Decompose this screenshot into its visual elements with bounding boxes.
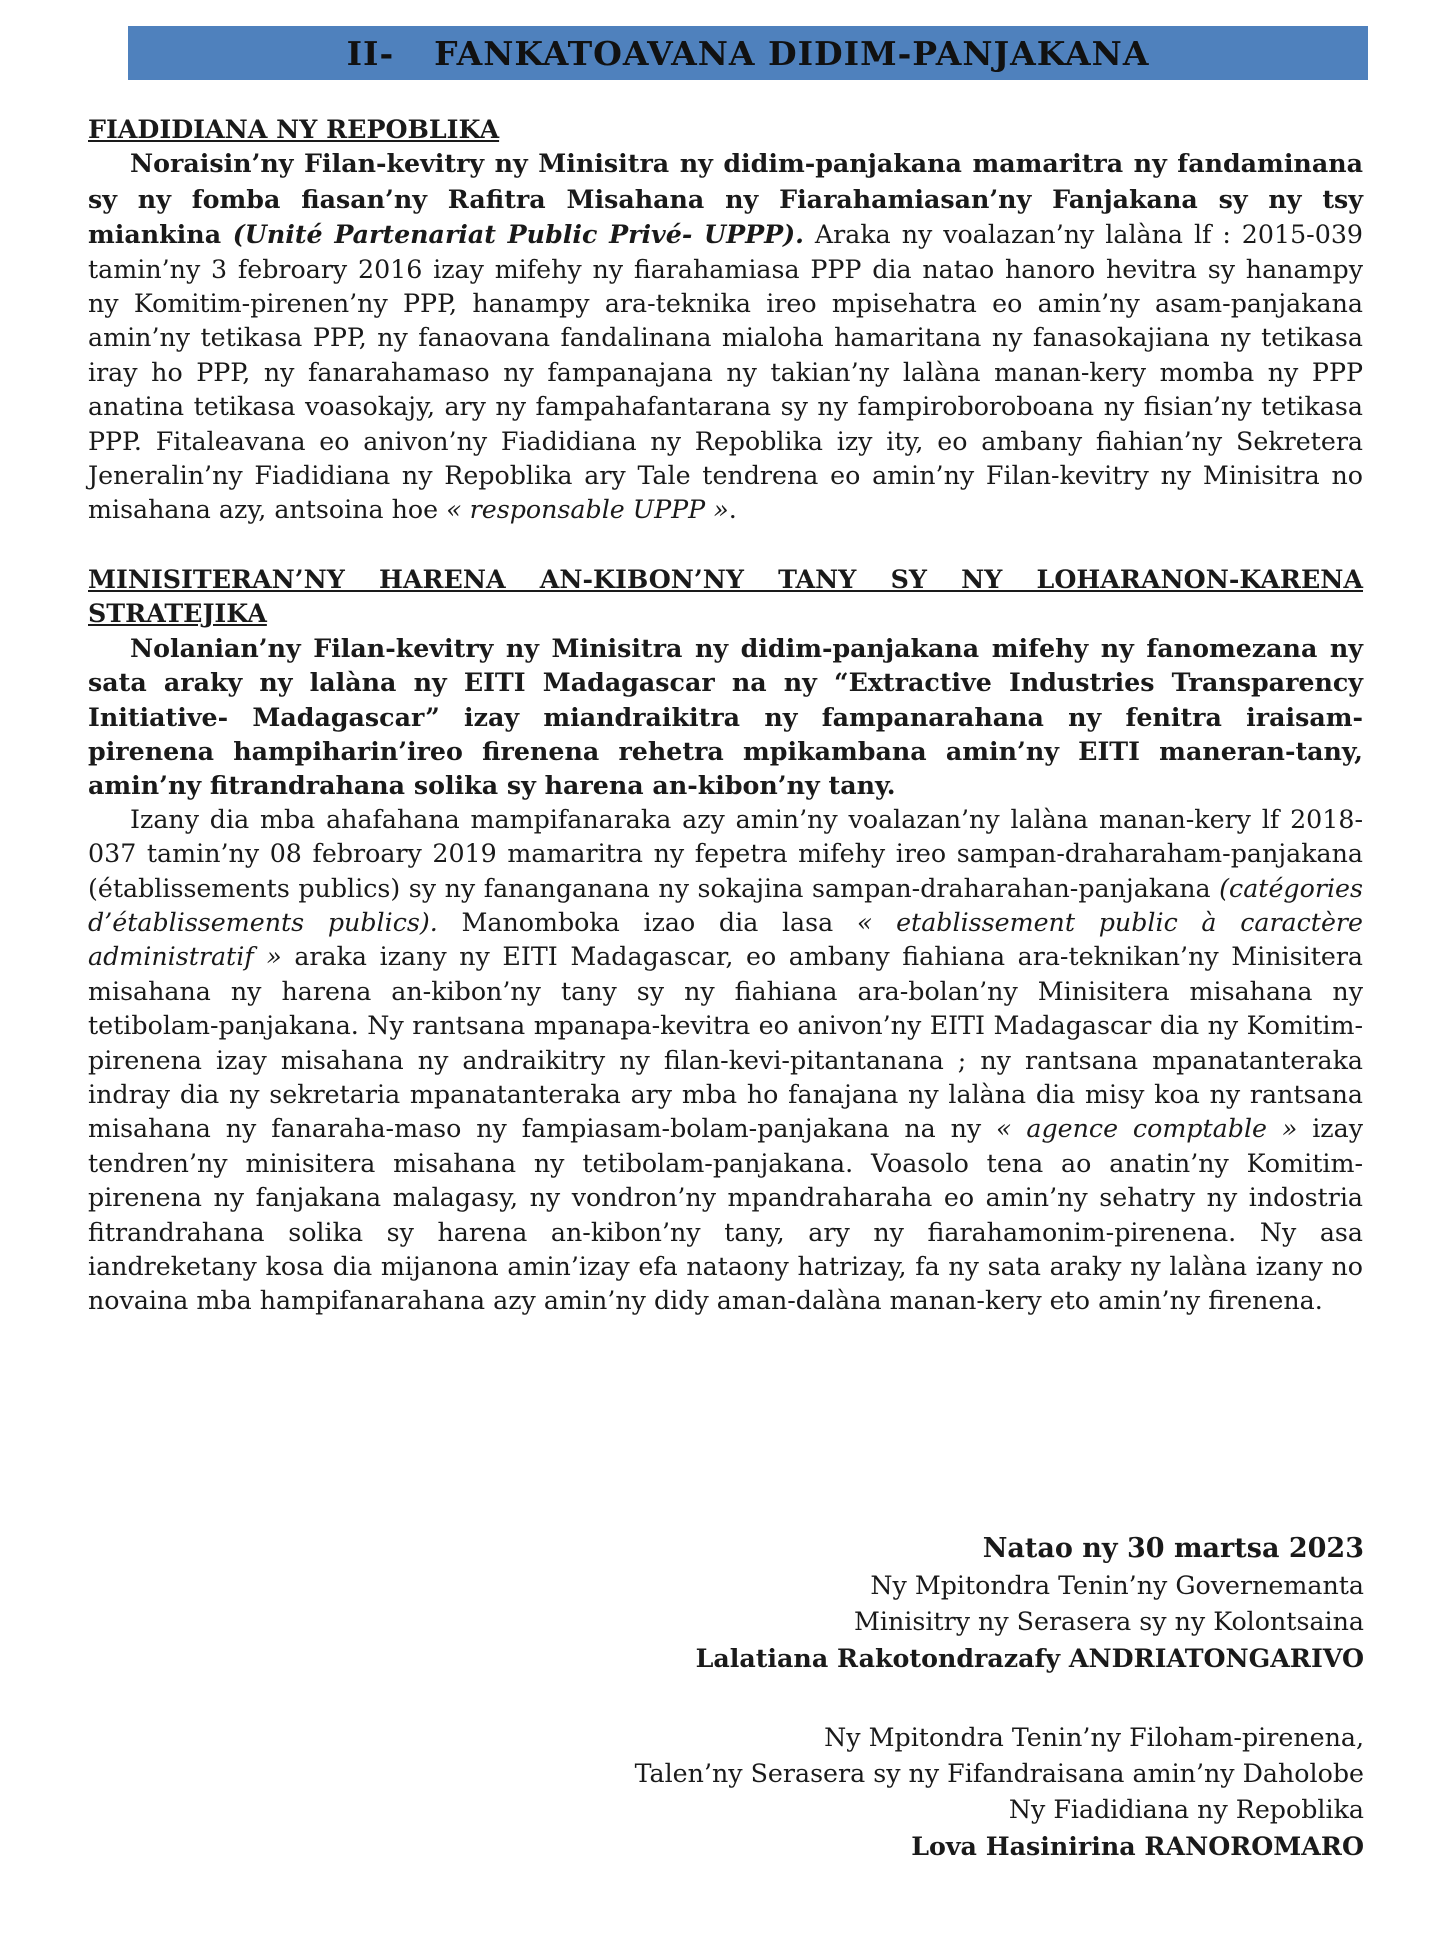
- signature2-line2: Talen’ny Serasera sy ny Fifandraisana amin’ny Daholobe: [634, 1759, 1364, 1788]
- section-banner: [128, 26, 1368, 80]
- signature2-line3: Ny Fiadidiana ny Repoblika: [1008, 1795, 1364, 1824]
- signature-block-1: [464, 1530, 1364, 1676]
- block1-end-text: .: [728, 495, 737, 525]
- block2-paragraph: [88, 803, 1363, 1319]
- block-spacer: [88, 528, 1363, 562]
- signature1-line1: Ny Mpitondra Tenin’ny Governemanta: [870, 1571, 1364, 1600]
- document-body: [88, 112, 1363, 1319]
- section-title: FANKATOAVANA DIDIM-PANJAKANA: [434, 33, 1150, 73]
- signature1-name: Lalatiana Rakotondrazafy ANDRIATONGARIVO: [695, 1643, 1364, 1673]
- signature-block-2: [464, 1720, 1364, 1864]
- block2-text-a: Izany dia mba ahafahana mampifanaraka azy amin’ny voalazan’ny lalàna manan-kery lf 2018-037 tamin’ny 08 febroary 2019 mamaritra ny fepetra mifehy ireo sampan-draharaham-panjakana (établissements publics) sy ny fananganana ny sokajina sampan-draharahan-panjakana: [88, 804, 1363, 903]
- signature2-line1: Ny Mpitondra Tenin’ny Filoham-pirenena,: [824, 1723, 1364, 1752]
- signature-date: Natao ny 30 martsa 2023: [982, 1533, 1364, 1564]
- block2-text-g: izay tendren’ny minisitera misahana ny tetibolam-panjakana. Voasolo tena ao anatin’ny Komitim-pirenena ny fanjakana malagasy, ny vondron’ny mpandraharaha eo amin’ny sehatry ny indostria fitrandrahana solika sy harena an-kibon’ny tany, ary ny fiarahamonim-pirenena. Ny asa iandreketany kosa dia mijanona amin’izay efa nataony hatrizay, fa ny sata araky ny lalàna izany no novaina mba hampifanarahana azy amin’ny didy aman-dalàna manan-kery eto amin’ny firenena.: [88, 1114, 1363, 1316]
- section-number: II-: [346, 33, 395, 73]
- block2-italic-d: « etablissement public à caractère administratif »: [88, 907, 1363, 972]
- block2-bold-paragraph: Nolanian’ny Filan-kevitry ny Minisitra ny didim-panjakana mifehy ny fanomezana ny sata araky ny lalàna ny EITI Madagascar na ny “Extractive Industries Transparency Initiative- Madagascar” izay miandraikitra ny fampanarahana ny fenitra iraisam-pirenena hampiharin’ireo firenena rehetra mpikambana amin’ny EITI maneran-tany, amin’ny fitrandrahana solika sy harena an-kibon’ny tany.: [88, 632, 1363, 801]
- block1-heading: FIADIDIANA NY REPOBLIKA: [88, 114, 500, 144]
- block1-body-text: Araka ny voalazan’ny lalàna lf : 2015-039 tamin’ny 3 febroary 2016 izay mifehy ny fiarahamiasa PPP dia natao hanoro hevitra sy hanampy ny Komitim-pirenen’ny PPP, hanampy ara-teknika ireo mpisehatra eo amin’ny asam-panjakana amin’ny tetikasa PPP, ny fanaovana fandalinana mialoha hamaritana ny fanasokajiana ny tetikasa iray ho PPP, ny fanarahamaso ny fampanajana ny takian’ny lalàna manan-kery momba ny PPP anatina tetikasa voasokajy, ary ny fampahafantarana sy ny fampiroboroboana ny fisian’ny tetikasa PPP. Fitaleavana eo anivon’ny Fiadidiana ny Repoblika izy ity, eo ambany fiahian’ny Sekretera Jeneralin’ny Fiadidiana ny Repoblika ary Tale tendrena eo amin’ny Filan-kevitry ny Minisitra no misahana azy, antsoina hoe: [88, 220, 1364, 525]
- signature2-name: Lova Hasinirina RANOROMARO: [911, 1831, 1364, 1861]
- block1-paragraph: [88, 146, 1363, 527]
- block1-bold-text: Noraisin’ny Filan-kevitry ny Minisitra ny didim-panjakana mamaritra ny fandaminana sy ny fomba fiasan’ny Rafitra Misahana ny Fiarahamiasan’ny Fanjakana sy ny tsy miankina: [88, 148, 1363, 250]
- block2-text-e: araka izany ny EITI Madagascar, eo ambany fiahiana ara-teknikan’ny Minisitera misahana ny harena an-kibon’ny tany sy ny fiahiana ara-bolan’ny Minisitera misahana ny tetibolam-panjakana. Ny rantsana mpanapa-kevitra eo anivon’ny EITI Madagascar dia ny Komitim-pirenena izay misahana ny andraikitry ny filan-kevi-pitantanana ; ny rantsana mpanatanteraka indray dia ny sekretaria mpanatanteraka ary mba ho fanajana ny lalàna dia misy koa ny rantsana misahana ny fanaraha-maso ny fampiasam-bolam-panjakana na ny: [88, 942, 1363, 1144]
- block2-italic-f: « agence comptable »: [996, 1114, 1298, 1144]
- block1-bold-italic-text: (Unité Partenariat Public Privé- UPPP).: [232, 219, 804, 250]
- block2-text-c: Manomboka izao dia lasa: [437, 907, 857, 937]
- block2-italic-b: (catégories d’établissements publics).: [88, 873, 1363, 937]
- block1-italic-text: « responsable UPPP »: [446, 495, 729, 525]
- signature1-line2: Minisitry ny Serasera sy ny Kolontsaina: [853, 1607, 1364, 1636]
- block2-heading: MINISITERAN’NY HARENA AN-KIBON’NY TANY SY NY LOHARANON-KARENA STRATEJIKA: [88, 563, 1363, 629]
